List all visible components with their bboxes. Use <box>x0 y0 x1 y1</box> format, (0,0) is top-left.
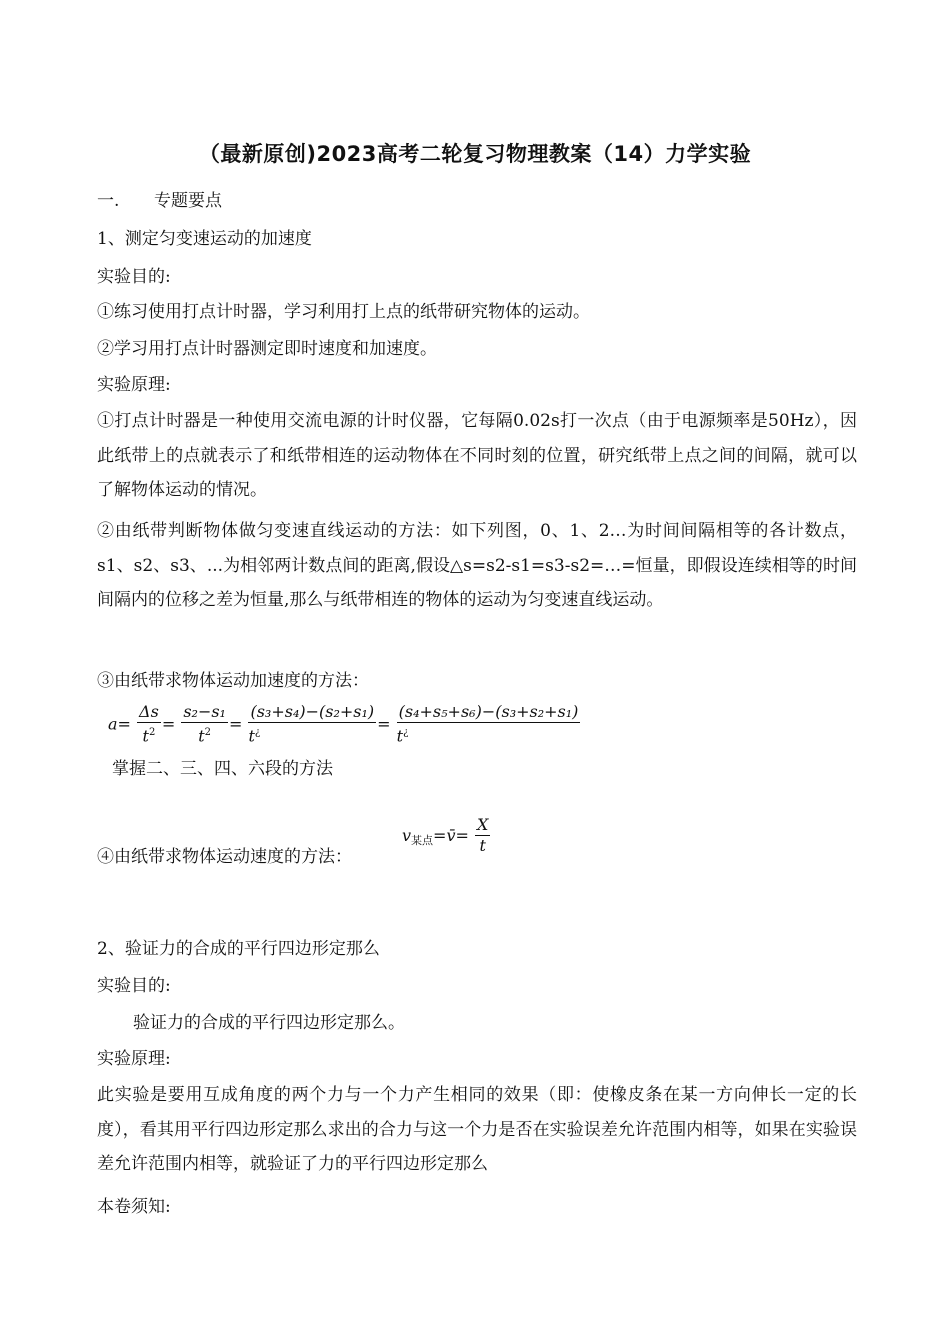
topic2-purpose-label: 实验目的: <box>97 976 171 996</box>
formula-equals: = <box>161 714 176 734</box>
formula-note: 掌握二、三、四、六段的方法 <box>112 759 333 779</box>
formula-a: a <box>108 714 118 734</box>
topic1-principle-3: ③由纸带求物体运动加速度的方法： <box>97 671 369 691</box>
v-subscript: 某点 <box>411 834 434 848</box>
frac-numerator: s₂−s₁ <box>183 702 226 721</box>
formula-equals: = <box>377 714 391 734</box>
topic1-purpose-label: 实验目的: <box>97 267 171 287</box>
topic1-purpose-2: ②学习用打点计时器测定即时速度和加速度。 <box>97 339 437 359</box>
frac-numerator: X <box>477 815 489 834</box>
topic1-principle-2: ②由纸带判断物体做匀变速直线运动的方法：如下列图，0、1、2…为时间间隔相等的各计数点，s1、s2、s3、...为相邻两计数点间的距离,假设△s=s2-s1=s3-s2=…=恒量，即假设连续相等的时间间隔内的位移之差为恒量,那么与纸带相连的物体的运动为匀变速直线运动。 <box>97 521 857 610</box>
formula-equals: = <box>433 826 447 845</box>
frac-denominator <box>248 723 376 746</box>
topic1-principle-label: 实验原理: <box>97 375 171 395</box>
section-number: 一. <box>97 191 120 211</box>
frac-numerator: (s₃+s₄)−(s₂+s₁) <box>250 702 375 721</box>
topic1-principle-1: ①打点计时器是一种使用交流电源的计时仪器，它每隔0.02s打一次点（由于电源频率是50Hz），因此纸带上的点就表示了和纸带相连的运动物体在不同时刻的位置，研究纸带上点之间的间隔，就可以了解物体运动的情况。 <box>97 411 857 500</box>
frac-numerator: (s₄+s₅+s₆)−(s₃+s₂+s₁) <box>398 702 579 721</box>
frac-denominator <box>397 723 581 746</box>
frac-denominator: t <box>479 836 486 855</box>
topic2-principle-label: 实验原理: <box>97 1049 171 1069</box>
formula-equals: = <box>228 714 243 734</box>
t-symbol: t <box>396 726 404 746</box>
t-symbol: t <box>142 726 149 746</box>
formula-equals: = <box>117 714 131 734</box>
exponent: 2 <box>204 727 212 738</box>
topic2-purpose-1: 验证力的合成的平行四边形定那么。 <box>133 1013 405 1033</box>
topic1-heading: 1、测定匀变速运动的加速度 <box>97 229 312 249</box>
fraction-four-segments <box>248 702 376 746</box>
fraction-six-segments <box>397 702 581 746</box>
topic2-heading: 2、验证力的合成的平行四边形定那么 <box>97 939 380 959</box>
fraction-ds-t2 <box>137 702 161 746</box>
fraction-s2-s1 <box>181 702 228 746</box>
t-symbol: t <box>248 726 255 746</box>
exponent: 2 <box>148 727 156 738</box>
topic1-principle-4: ④由纸带求物体运动速度的方法： <box>97 847 352 867</box>
exponent: ¿ <box>254 727 261 738</box>
section-label: 专题要点 <box>154 191 222 211</box>
formula-equals: = <box>455 826 469 845</box>
frac-denominator <box>137 723 161 746</box>
velocity-formula <box>402 815 491 856</box>
page-title: （最新原创)2023高考二轮复习物理教案（14）力学实验 <box>198 142 752 166</box>
vbar-symbol: v̄ <box>446 826 456 845</box>
frac-numerator: Δs <box>139 702 159 721</box>
section-one-heading <box>97 190 222 212</box>
topic2-notice-label: 本卷须知: <box>97 1197 171 1217</box>
exponent: ¿ <box>403 727 409 738</box>
v-symbol: v <box>402 826 412 845</box>
t-symbol: t <box>198 726 205 746</box>
frac-denominator <box>181 723 228 746</box>
topic1-purpose-1: ①练习使用打点计时器，学习利用打上点的纸带研究物体的运动。 <box>97 302 590 322</box>
topic2-principle-1: 此实验是要用互成角度的两个力与一个力产生相同的效果（即：使橡皮条在某一方向伸长一定的长度），看其用平行四边形定那么求出的合力与这一个力是否在实验误差允许范围内相等，如果在实验误差允许范围内相等，就验证了力的平行四边形定那么 <box>97 1085 857 1174</box>
acceleration-formula <box>108 702 581 746</box>
fraction-x-t <box>475 815 490 856</box>
